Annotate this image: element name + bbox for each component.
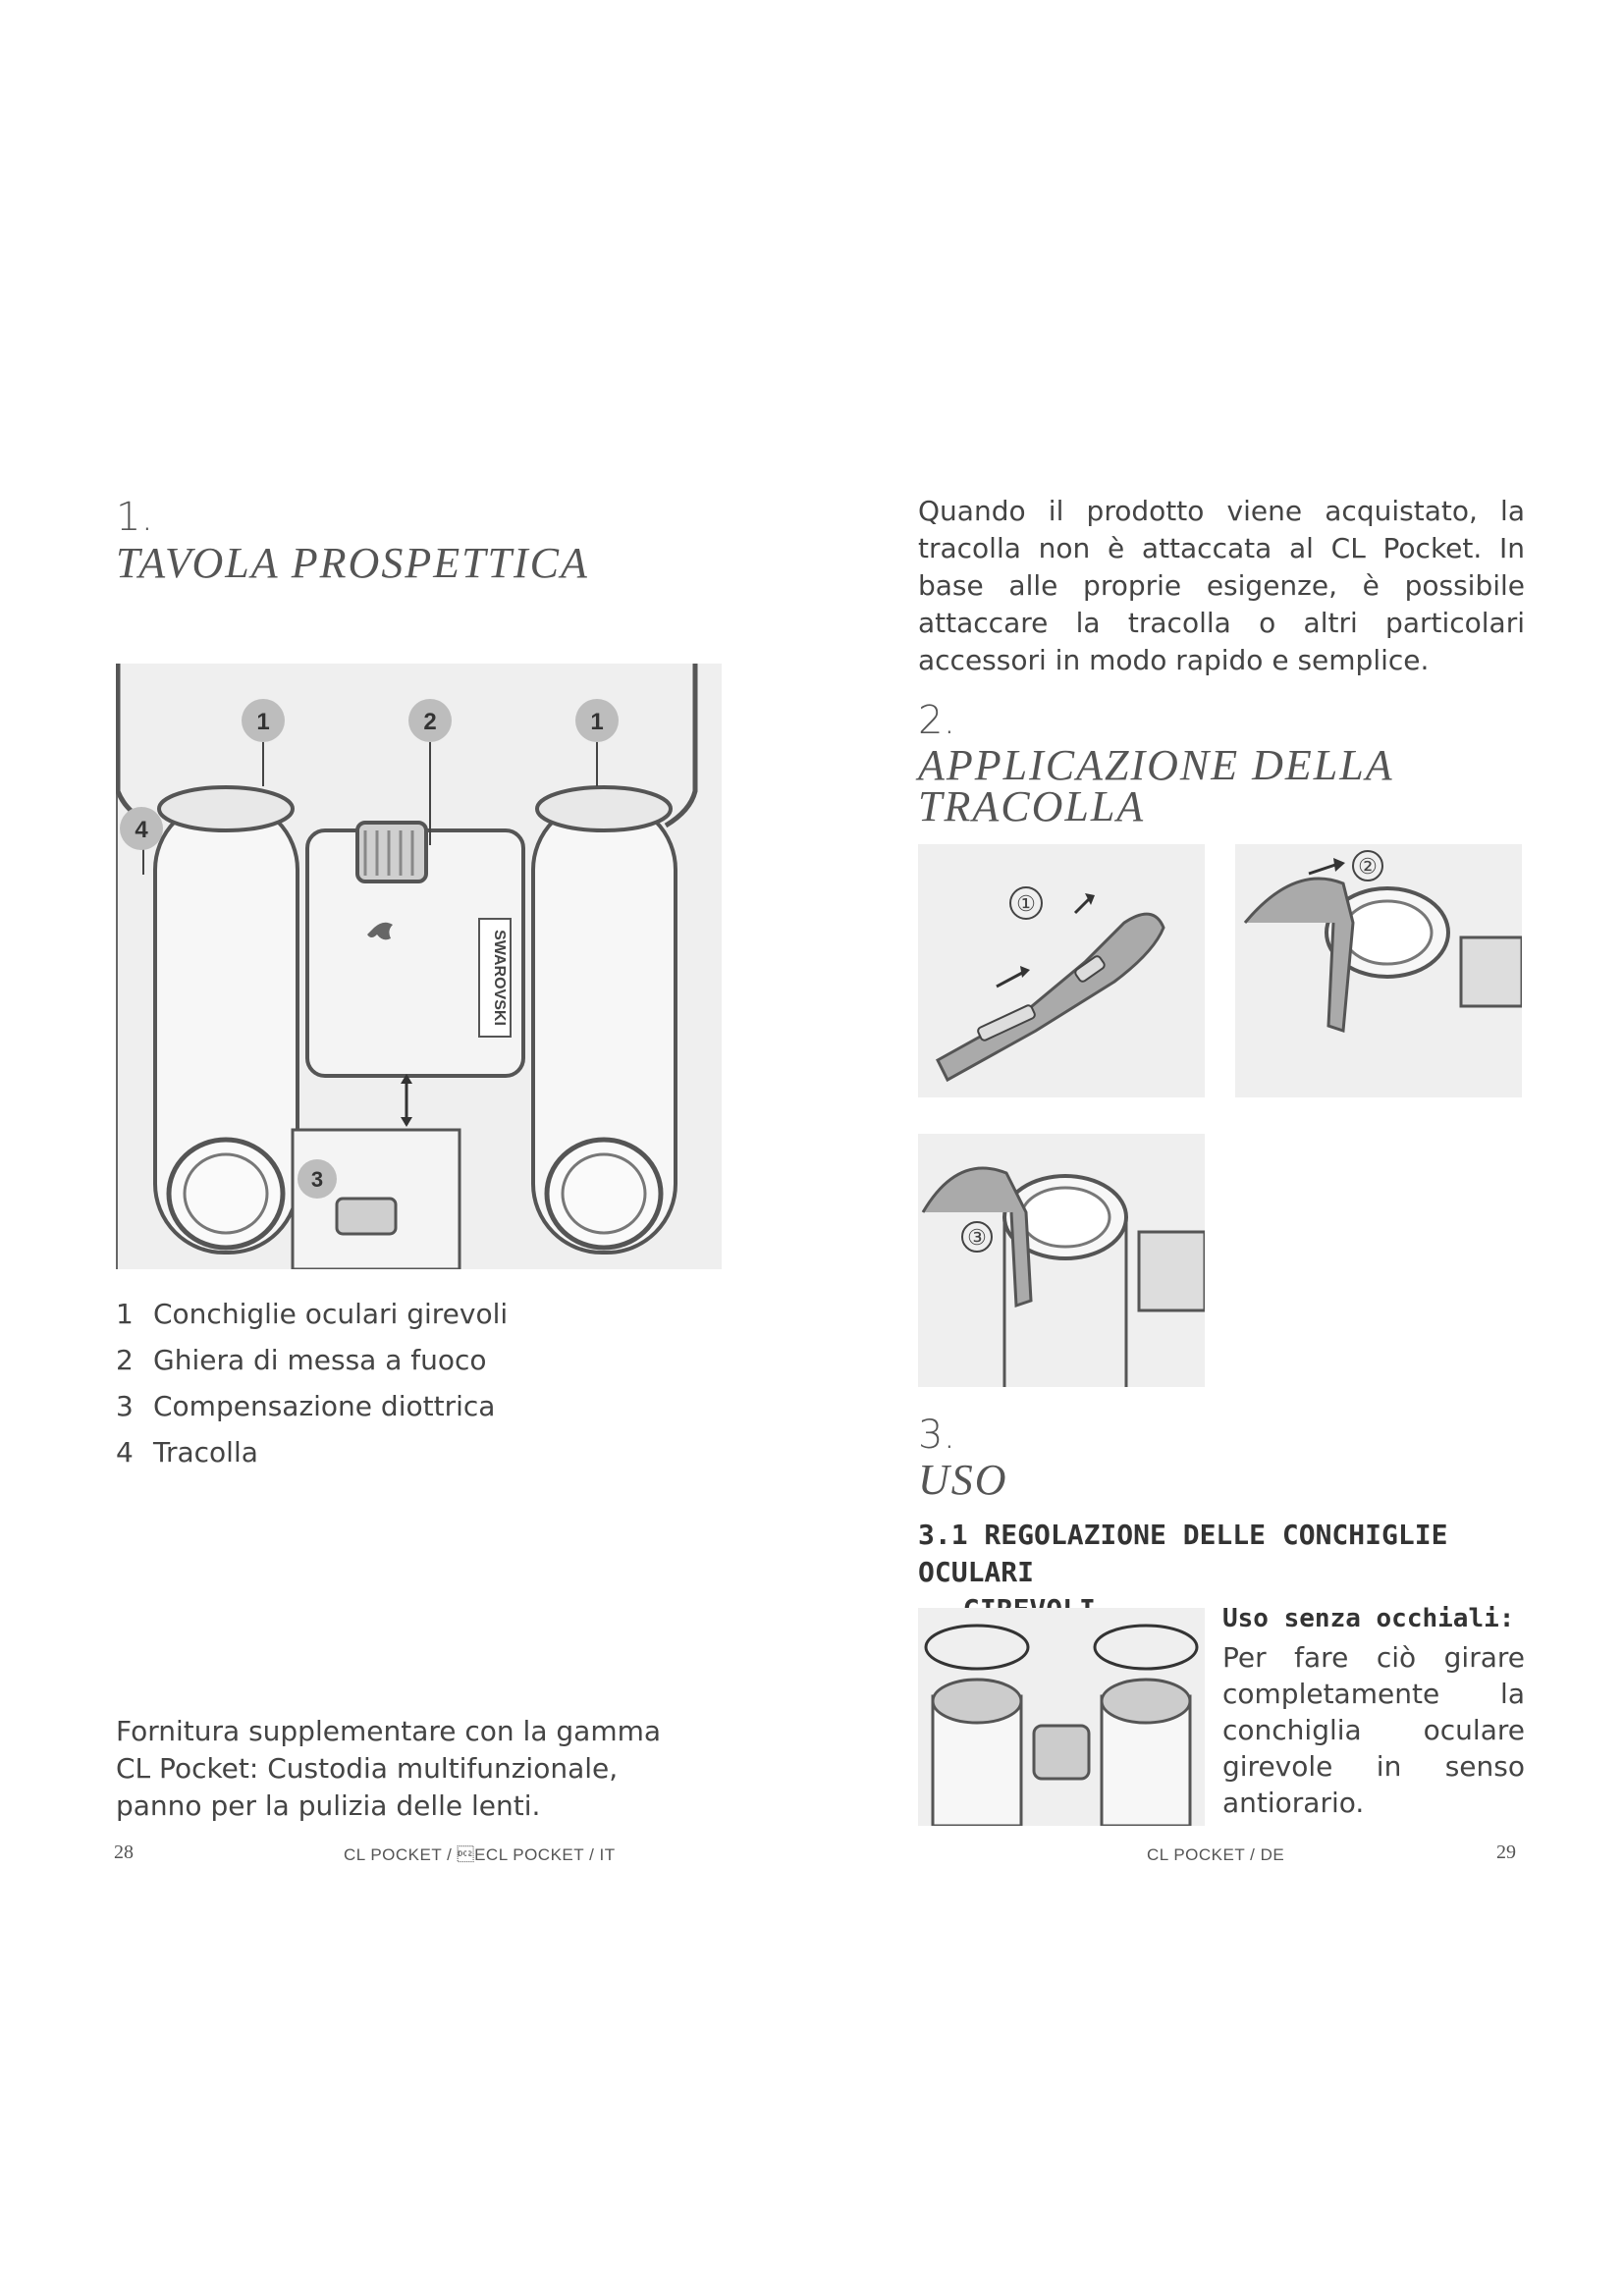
section-2-title-line2: TRACOLLA (918, 782, 1146, 830)
legend-number: 1 (116, 1298, 134, 1330)
legend-number: 3 (116, 1390, 134, 1422)
footer-left: CL POCKET / ECL POCKET / IT (344, 1845, 616, 1864)
legend-text: Compensazione diottrica (153, 1390, 496, 1422)
section-2-number: 2. (918, 698, 956, 743)
callout-1-right: 1 (590, 709, 604, 735)
step-2-label: ② (1358, 854, 1378, 879)
step-1-label: ① (1016, 891, 1036, 916)
page-number-left: 28 (114, 1842, 134, 1863)
section-3-number: 3. (918, 1413, 956, 1458)
eyecup-rotation-figure (918, 1608, 1205, 1826)
supply-line: CL Pocket: Custodia multifunzionale, (116, 1752, 619, 1785)
section-3-title: USO (918, 1456, 1008, 1504)
diopter-ring (337, 1199, 396, 1234)
figure-legend (116, 1291, 508, 1475)
legend-item (116, 1291, 508, 1337)
legend-number: 4 (116, 1436, 134, 1468)
strap-intro-paragraph: Quando il prodotto viene acquistato, la tracolla non è attaccata al CL Pocket. In base alle proprie esigenze, è possibile attaccare la tracolla o altri particolari accessori in modo rapido e semplice. (918, 495, 1525, 676)
legend-text: Ghiera di messa a fuoco (153, 1344, 487, 1376)
strap-step-1-figure (918, 844, 1205, 1097)
strap-step-3-figure (918, 1134, 1205, 1387)
callout-1-left: 1 (256, 709, 270, 735)
footer-right: CL POCKET / DE (1147, 1845, 1285, 1864)
legend-item (116, 1337, 508, 1383)
no-glasses-heading: Uso senza occhiali: (1222, 1604, 1515, 1633)
legend-number: 2 (116, 1344, 134, 1376)
section-1-number: 1. (116, 495, 154, 540)
callout-3: 3 (310, 1167, 324, 1192)
strap-step-2-figure (1235, 844, 1522, 1097)
no-glasses-text: Per fare ciò girare completamente la conchiglia oculare girevole in senso antiorario. (1222, 1641, 1525, 1819)
callout-2: 2 (423, 709, 437, 735)
brand-label: SWAROVSKI (491, 930, 508, 1026)
legend-item (116, 1429, 508, 1475)
legend-item (116, 1383, 508, 1429)
left-eyecup (159, 787, 293, 830)
page-number-right: 29 (1496, 1842, 1516, 1863)
supply-line: Fornitura supplementare con la gamma (116, 1715, 662, 1747)
legend-text: Tracolla (153, 1436, 258, 1468)
legend-text: Conchiglie oculari girevoli (153, 1298, 509, 1330)
binocular-overview-figure (116, 664, 722, 1269)
focus-wheel (357, 823, 426, 881)
step-3-label: ③ (967, 1225, 987, 1250)
section-1-title: TAVOLA PROSPETTICA (116, 539, 589, 587)
supply-paragraph (116, 1713, 666, 1825)
callout-4: 4 (135, 817, 148, 843)
supply-line: panno per la pulizia delle lenti. (116, 1789, 541, 1822)
section-2-title-line1: APPLICAZIONE DELLA (918, 741, 1394, 789)
right-eyecup (537, 787, 671, 830)
subsection-line1: 3.1 REGOLAZIONE DELLE CONCHIGLIE OCULARI (918, 1519, 1448, 1588)
